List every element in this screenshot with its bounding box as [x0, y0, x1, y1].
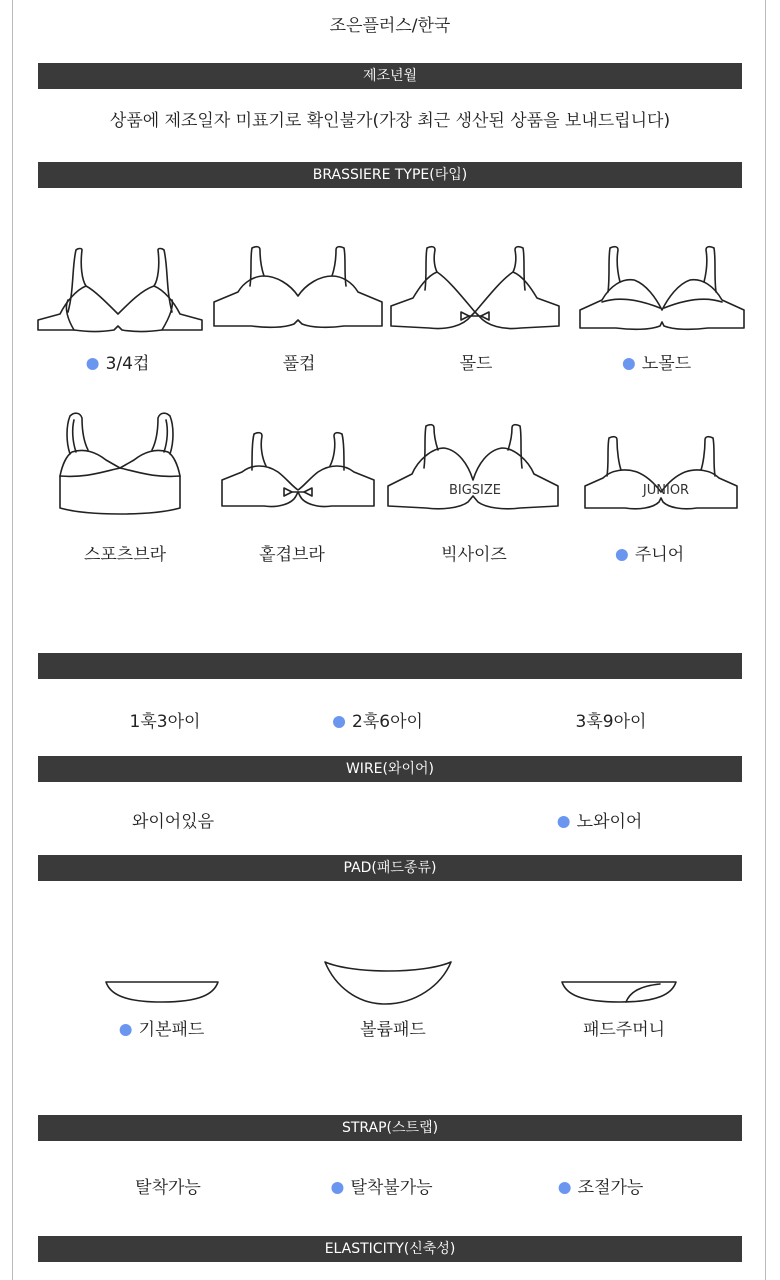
- selected-dot-icon: [333, 716, 345, 728]
- selected-dot-icon: [87, 358, 99, 370]
- section-title: STRAP(스트랩): [341, 1120, 439, 1136]
- section-bar-wire: [38, 756, 742, 782]
- option-label: 탈착가능: [135, 1178, 201, 1198]
- bra-type-single-layer: [259, 540, 325, 565]
- wire-option-with-wire: [132, 807, 214, 832]
- hook-option-2: [333, 707, 423, 732]
- pad-option-volume: [360, 1015, 426, 1040]
- selected-dot-icon: [623, 358, 635, 370]
- pad-pocket-illustration: [560, 980, 678, 1006]
- selected-dot-icon: [120, 1024, 132, 1036]
- bra-type-fullcup: [283, 349, 316, 374]
- page-frame: [12, 0, 766, 1280]
- origin-text: 조은플러스/한국: [329, 16, 451, 36]
- bra-type-non-molded: [623, 349, 691, 374]
- option-label: 탈착불가능: [350, 1178, 433, 1198]
- section-title: ELASTICITY(신축성): [324, 1241, 456, 1257]
- strap-option-non-detachable: [331, 1173, 432, 1198]
- junior-image-text: JUNIOR: [642, 483, 690, 498]
- section-title: PAD(패드종류): [343, 860, 437, 876]
- manufacture-note: 상품에 제조일자 미표기로 확인불가(가장 최근 생산된 상품을 보내드립니다): [109, 111, 671, 131]
- option-label: 1훅3아이: [129, 712, 201, 732]
- bigsize-image-text: BIGSIZE: [448, 483, 502, 498]
- option-label: 와이어있음: [131, 812, 215, 832]
- bra-type-3-4cup: [87, 349, 150, 374]
- strap-option-detachable: [135, 1173, 201, 1198]
- option-label: 기본패드: [138, 1020, 205, 1040]
- option-label: 노와이어: [576, 812, 643, 832]
- bra-molded-illustration: [391, 246, 559, 332]
- option-label: 패드주머니: [582, 1020, 666, 1040]
- bra-3-4cup-illustration: [38, 246, 202, 336]
- option-label: 조절가능: [577, 1178, 644, 1198]
- bra-type-junior: [616, 540, 684, 565]
- option-label: 노몰드: [641, 354, 692, 374]
- option-label: 3훅9아이: [575, 712, 647, 732]
- strap-option-adjustable: [559, 1173, 644, 1198]
- bra-non-molded-illustration: [580, 246, 744, 332]
- bra-type-sports: [84, 540, 166, 565]
- pad-option-pocket: [583, 1015, 665, 1040]
- hook-option-3: [576, 707, 647, 732]
- option-label: 홑겹브라: [259, 545, 325, 565]
- pad-volume-illustration: [323, 960, 453, 1006]
- option-label: 빅사이즈: [441, 545, 507, 565]
- section-title: WIRE(와이어): [345, 761, 435, 777]
- option-label: 풀컵: [282, 354, 316, 374]
- section-bar-hook: [38, 653, 742, 679]
- selected-dot-icon: [616, 549, 628, 561]
- section-title: BRASSIERE TYPE(타입): [312, 167, 468, 183]
- pad-basic-illustration: [104, 980, 220, 1006]
- option-label: 주니어: [634, 545, 685, 565]
- option-label: 3/4컵: [105, 354, 150, 374]
- option-label: 몰드: [459, 354, 493, 374]
- bra-single-layer-illustration: [222, 430, 374, 510]
- option-label: 볼륨패드: [360, 1020, 426, 1040]
- section-bar-manufacture: [38, 63, 742, 89]
- bra-junior-illustration: [585, 436, 737, 510]
- selected-dot-icon: [558, 816, 570, 828]
- bra-bigsize-illustration: [388, 424, 558, 512]
- selected-dot-icon: [559, 1182, 571, 1194]
- section-title: 제조년월: [362, 68, 418, 84]
- section-bar-elasticity: [38, 1236, 742, 1262]
- option-label: 2훅6아이: [352, 712, 423, 732]
- hook-option-1: [130, 707, 201, 732]
- selected-dot-icon: [331, 1182, 343, 1194]
- bra-type-bigsize: [441, 540, 507, 565]
- section-bar-strap: [38, 1115, 742, 1141]
- wire-option-no-wire: [558, 807, 643, 832]
- bra-type-molded: [460, 349, 493, 374]
- option-label: 스포츠브라: [83, 545, 167, 565]
- bra-fullcup-illustration: [214, 246, 382, 332]
- bra-sports-illustration: [58, 412, 182, 524]
- section-bar-pad: [38, 855, 742, 881]
- pad-option-basic: [120, 1015, 205, 1040]
- section-bar-type: [38, 162, 742, 188]
